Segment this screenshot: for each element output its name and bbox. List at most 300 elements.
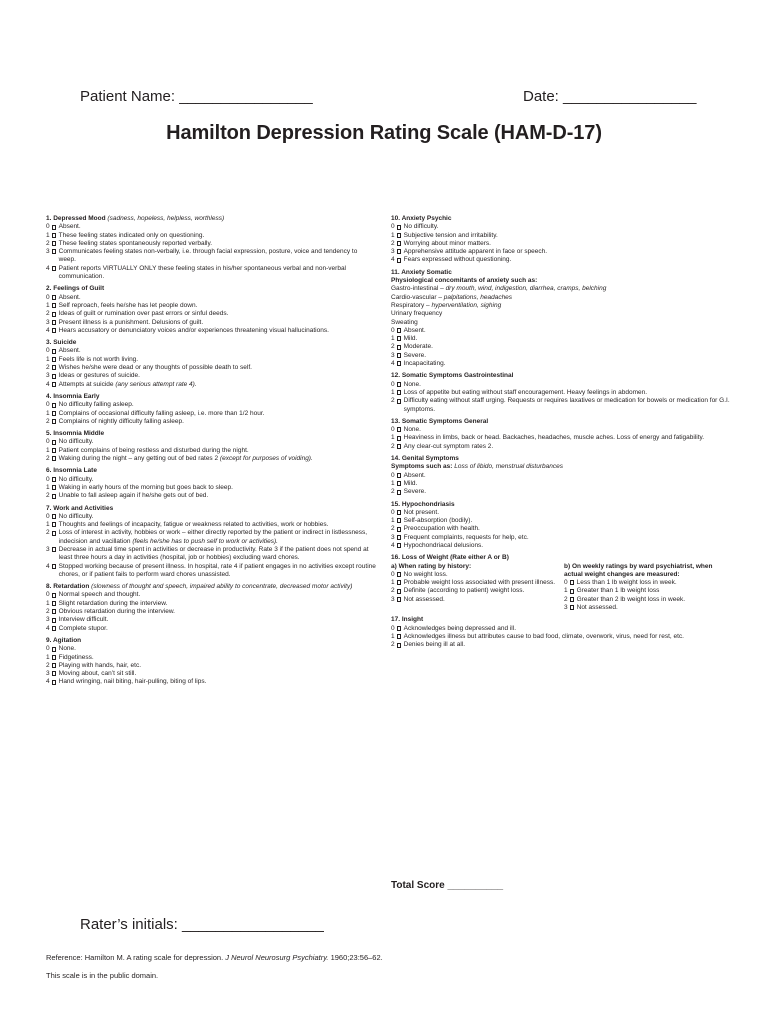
checkbox-icon <box>52 403 56 408</box>
option-score: 0 <box>46 645 50 653</box>
rating-option <box>391 517 731 525</box>
item-title <box>46 467 376 475</box>
option-label: Complains of occasional difficulty falling asleep, i.e. more than 1/2 hour. <box>58 409 265 417</box>
rating-option <box>46 484 376 492</box>
option-label: Not assessed. <box>576 604 618 612</box>
checkbox-icon <box>52 477 56 482</box>
item-title-text: 15. Hypochondriasis <box>391 500 455 508</box>
option-text <box>59 492 376 500</box>
option-note: (except for purposes of voiding). <box>219 455 313 463</box>
option-label: Patient complains of being restless and disturbed during the night. <box>58 446 249 454</box>
checkbox-icon <box>570 589 574 594</box>
option-label: Waking in early hours of the morning but goes back to sleep. <box>58 483 233 491</box>
option-text <box>404 240 731 248</box>
option-text <box>59 513 376 521</box>
option-text <box>59 529 376 546</box>
option-score: 3 <box>391 248 395 256</box>
item-title <box>391 418 731 426</box>
option-text <box>577 596 731 604</box>
option-score: 0 <box>46 475 50 483</box>
option-text <box>59 563 376 580</box>
rating-option <box>46 248 376 265</box>
option-label: Complains of nightly difficulty falling asleep. <box>58 417 184 425</box>
item-title-text: 2. Feelings of Guilt <box>46 285 105 293</box>
option-label: No difficulty. <box>58 438 94 446</box>
patient-name-field: Patient Name: ________________ <box>80 88 313 105</box>
option-label: Greater than 2 lb weight loss in week. <box>576 595 686 603</box>
checkbox-icon <box>52 680 56 685</box>
checkbox-icon <box>397 436 401 441</box>
rating-option <box>564 596 731 604</box>
checkbox-icon <box>397 626 401 631</box>
option-score: 2 <box>391 343 395 351</box>
option-score: 2 <box>564 595 568 603</box>
option-score: 4 <box>46 264 50 272</box>
option-text <box>59 381 376 389</box>
option-label: None. <box>403 380 421 388</box>
checkbox-icon <box>52 531 56 536</box>
checkbox-icon <box>397 241 401 246</box>
rating-option <box>391 625 731 633</box>
item-title-text: 4. Insomnia Early <box>46 392 100 400</box>
option-label: Absent. <box>58 347 81 355</box>
scale-item <box>46 339 376 389</box>
checkbox-icon <box>397 399 401 404</box>
option-score: 2 <box>391 525 395 533</box>
checkbox-icon <box>397 390 401 395</box>
weight-columns <box>391 563 731 613</box>
option-text <box>59 223 376 231</box>
rating-option <box>46 381 376 389</box>
rating-option <box>46 327 376 335</box>
option-text <box>404 472 731 480</box>
weight-option-a <box>391 563 558 613</box>
option-label: Greater than 1 lb weight loss <box>576 587 660 595</box>
insight-options <box>391 625 731 650</box>
item-title-text: 6. Insomnia Late <box>46 467 97 475</box>
option-text <box>59 232 376 240</box>
checkbox-icon <box>52 295 56 300</box>
option-score: 2 <box>46 492 50 500</box>
item-title <box>46 285 376 293</box>
option-label: Absent. <box>58 223 81 231</box>
checkbox-icon <box>397 643 401 648</box>
rating-option <box>391 397 731 414</box>
option-label: Acknowledges illness but attributes cause to bad food, climate, overwork, virus, need for rest, etc. <box>403 632 684 640</box>
option-text <box>404 352 731 360</box>
item-line <box>391 463 731 471</box>
option-text <box>59 447 376 455</box>
checkbox-icon <box>397 258 401 263</box>
rating-option <box>46 591 376 599</box>
item-title-text: 3. Suicide <box>46 339 77 347</box>
option-score: 0 <box>46 401 50 409</box>
option-text <box>59 372 376 380</box>
option-score: 4 <box>391 256 395 264</box>
checkbox-icon <box>570 605 574 610</box>
option-label: Probable weight loss associated with present illness. <box>403 579 556 587</box>
rating-option <box>46 476 376 484</box>
checkbox-icon <box>52 522 56 527</box>
option-text <box>59 302 376 310</box>
rating-option <box>391 488 731 496</box>
checkbox-icon <box>52 593 56 598</box>
item-title <box>46 339 376 347</box>
option-score: 0 <box>46 223 50 231</box>
rating-option <box>46 492 376 500</box>
option-text <box>404 397 731 414</box>
option-text <box>59 476 376 484</box>
item-line-text: Respiratory – <box>391 301 432 309</box>
public-domain-note: This scale is in the public domain. <box>46 971 159 980</box>
option-text <box>404 232 731 240</box>
page-title: Hamilton Depression Rating Scale (HAM-D-17) <box>166 122 602 144</box>
checkbox-icon <box>52 241 56 246</box>
checkbox-icon <box>52 266 56 271</box>
rating-option <box>46 654 376 662</box>
option-label: Unable to fall asleep again if he/she gets out of bed. <box>58 492 209 500</box>
rating-option <box>46 447 376 455</box>
option-score: 1 <box>391 479 395 487</box>
raters-initials: Rater’s initials: _________________ <box>80 916 324 933</box>
option-score: 0 <box>391 471 395 479</box>
scale-item <box>391 372 731 413</box>
checkbox-icon <box>397 634 401 639</box>
option-label: Mild. <box>403 479 418 487</box>
option-score: 1 <box>391 632 395 640</box>
option-text <box>404 443 731 451</box>
scale-item <box>391 269 731 369</box>
option-label: Subjective tension and irritability. <box>403 231 498 239</box>
option-label: Frequent complaints, requests for help, etc. <box>403 533 529 541</box>
checkbox-icon <box>570 580 574 585</box>
option-text <box>59 265 376 282</box>
rating-option <box>391 223 731 231</box>
checkbox-icon <box>52 440 56 445</box>
option-text <box>404 579 558 587</box>
option-text <box>404 360 731 368</box>
option-text <box>59 248 376 265</box>
option-text <box>404 480 731 488</box>
item-line-note: palpitations, headaches <box>443 293 513 301</box>
option-label: Slight retardation during the interview. <box>58 599 168 607</box>
item-line-text: Sweating <box>391 318 418 326</box>
option-label: No difficulty. <box>58 475 94 483</box>
option-text <box>59 591 376 599</box>
option-score: 2 <box>391 488 395 496</box>
option-label: Attempts at suicide <box>58 380 114 388</box>
item-title-text: 14. Genital Symptoms <box>391 455 459 463</box>
rating-option <box>391 480 731 488</box>
checkbox-icon <box>52 456 56 461</box>
item-line-text: Physiological concomitants of anxiety such as: <box>391 277 538 285</box>
checkbox-icon <box>397 233 401 238</box>
item-line-note: hyperventilation, sighing <box>431 301 502 309</box>
rating-option <box>46 438 376 446</box>
option-score: 3 <box>564 604 568 612</box>
option-label: Playing with hands, hair, etc. <box>58 661 142 669</box>
option-score: 0 <box>391 223 395 231</box>
rating-option <box>46 608 376 616</box>
option-text <box>404 596 558 604</box>
option-score: 2 <box>391 239 395 247</box>
item-description: (slowness of thought and speech, impaired ability to concentrate, decreased motor activity) <box>91 583 353 591</box>
rating-option <box>46 294 376 302</box>
option-label: Ideas or gestures of suicide. <box>58 372 140 380</box>
rating-option <box>46 310 376 318</box>
checkbox-icon <box>397 473 401 478</box>
item-title <box>46 215 376 223</box>
rating-option <box>46 662 376 670</box>
rating-option <box>391 525 731 533</box>
option-label: Self-absorption (bodily). <box>403 517 473 525</box>
item-title-text: 1. Depressed Mood <box>46 215 106 222</box>
option-score: 0 <box>391 570 395 578</box>
item-title <box>391 455 731 463</box>
item-line-text: Gastro-intestinal – <box>391 285 446 293</box>
checkbox-icon <box>397 510 401 515</box>
scale-item <box>46 467 376 500</box>
option-score: 0 <box>46 347 50 355</box>
item-line-text: Urinary frequency <box>391 310 443 318</box>
item-title <box>391 215 731 223</box>
option-score: 1 <box>46 409 50 417</box>
option-text <box>404 426 731 434</box>
option-score: 3 <box>391 533 395 541</box>
item-title <box>46 583 376 591</box>
option-score: 1 <box>46 521 50 529</box>
option-score: 2 <box>46 455 50 463</box>
rating-option <box>46 364 376 372</box>
rating-option <box>564 579 731 587</box>
checkbox-icon <box>52 349 56 354</box>
option-text <box>59 600 376 608</box>
checkbox-icon <box>397 328 401 333</box>
item-title <box>46 505 376 513</box>
item-title-text: 7. Work and Activities <box>46 504 114 512</box>
option-label: Wishes he/she were dead or any thoughts of possible death to self. <box>58 364 252 372</box>
option-text <box>577 604 731 612</box>
checkbox-icon <box>397 543 401 548</box>
item-title-text: 9. Agitation <box>46 636 82 644</box>
option-label: Not present. <box>403 508 440 516</box>
item-title-text: 12. Somatic Symptoms Gastrointestinal <box>391 372 514 380</box>
scale-item <box>46 637 376 687</box>
item-title <box>391 372 731 380</box>
option-text <box>59 347 376 355</box>
insight-title: 17. Insight <box>391 616 424 624</box>
option-text <box>59 608 376 616</box>
option-score: 1 <box>391 335 395 343</box>
checkbox-icon <box>397 572 401 577</box>
rating-option <box>46 529 376 546</box>
rating-option <box>391 571 558 579</box>
option-label: Definite (according to patient) weight loss. <box>403 587 525 595</box>
option-score: 3 <box>46 248 50 256</box>
option-label: Obvious retardation during the interview. <box>58 608 175 616</box>
option-score: 1 <box>391 434 395 442</box>
option-text <box>59 625 376 633</box>
option-text <box>404 571 558 579</box>
option-score: 4 <box>46 326 50 334</box>
option-score: 2 <box>46 310 50 318</box>
option-label: Complete stupor. <box>58 624 108 632</box>
option-score: 1 <box>46 446 50 454</box>
checkbox-icon <box>52 494 56 499</box>
item-title-text: 11. Anxiety Somatic <box>391 268 452 276</box>
rating-option <box>46 678 376 686</box>
option-score: 1 <box>46 653 50 661</box>
rating-option <box>46 600 376 608</box>
option-score: 0 <box>391 508 395 516</box>
item-line-note: Loss of libido, menstrual disturbances <box>454 463 563 471</box>
option-score: 3 <box>46 616 50 624</box>
rating-option <box>391 327 731 335</box>
option-label: Present illness is a punishment. Delusions of guilt. <box>58 318 204 326</box>
option-label: Any clear-cut symptom rates 2. <box>403 442 494 450</box>
checkbox-icon <box>52 601 56 606</box>
item-line <box>391 285 731 293</box>
reference <box>46 953 383 962</box>
rating-option <box>391 542 731 550</box>
rating-option <box>391 335 731 343</box>
option-text <box>59 546 376 563</box>
checkbox-icon <box>52 328 56 333</box>
option-text <box>59 327 376 335</box>
reference-text: Reference: Hamilton M. A rating scale for depression. <box>46 953 226 962</box>
checkbox-icon <box>52 663 56 668</box>
item-title-text: 13. Somatic Symptoms General <box>391 417 489 425</box>
rating-option <box>46 418 376 426</box>
item-title-text: 8. Retardation <box>46 583 90 591</box>
option-text <box>59 521 376 529</box>
rating-option <box>46 223 376 231</box>
rating-option <box>391 381 731 389</box>
insight-section <box>391 616 731 649</box>
option-text <box>59 616 376 624</box>
option-score: 4 <box>391 541 395 549</box>
option-label: Fidgetiness. <box>58 653 94 661</box>
option-score: 2 <box>46 239 50 247</box>
option-label: Difficulty eating without staff urging. Requests or requires laxatives or medication for bowels or medication for G.I. symptoms. <box>403 397 730 413</box>
option-label: Thoughts and feelings of incapacity, fatigue or weakness related to activities, work or hobbies. <box>58 521 329 529</box>
option-label: Communicates feeling states non-verbally, i.e. through facial expression, posture, voice and tendency to weep. <box>58 248 358 264</box>
option-label: Incapacitating. <box>403 360 446 368</box>
option-text <box>404 542 731 550</box>
checkbox-icon <box>397 481 401 486</box>
scale-item <box>391 455 731 496</box>
option-label: Waking during the night – any getting out of bed rates 2 <box>58 455 219 463</box>
scale-item <box>46 430 376 463</box>
checkbox-icon <box>52 312 56 317</box>
rating-option <box>391 443 731 451</box>
rating-option <box>46 546 376 563</box>
option-score: 0 <box>391 426 395 434</box>
option-score: 1 <box>46 301 50 309</box>
option-text <box>577 587 731 595</box>
option-score: 1 <box>391 388 395 396</box>
weight-option-b <box>564 563 731 613</box>
checkbox-icon <box>52 485 56 490</box>
rating-option <box>46 302 376 310</box>
option-label: Apprehensive attitude apparent in face or speech. <box>403 248 548 256</box>
option-label: Moderate. <box>403 343 433 351</box>
option-label: Fears expressed without questioning. <box>403 256 512 264</box>
rating-option <box>391 343 731 351</box>
weight-b-heading: b) On weekly ratings by ward psychiatrist, when actual weight changes are measured: <box>564 562 713 578</box>
option-text <box>404 223 731 231</box>
option-score: 2 <box>46 529 50 537</box>
rating-option <box>46 670 376 678</box>
rating-option <box>391 596 558 604</box>
option-text <box>404 381 731 389</box>
checkbox-icon <box>397 353 401 358</box>
option-text <box>577 579 731 587</box>
option-score: 0 <box>391 380 395 388</box>
checkbox-icon <box>397 597 401 602</box>
checkbox-icon <box>52 419 56 424</box>
option-label: Ideas of guilt or rumination over past errors or sinful deeds. <box>58 310 229 318</box>
rating-option <box>391 641 731 649</box>
rating-option <box>391 472 731 480</box>
checkbox-icon <box>52 626 56 631</box>
option-label: Severe. <box>403 351 427 359</box>
rating-option <box>46 521 376 529</box>
option-label: Feels life is not worth living. <box>58 355 139 363</box>
option-text <box>59 670 376 678</box>
checkbox-icon <box>52 609 56 614</box>
rating-option <box>391 232 731 240</box>
checkbox-icon <box>397 527 401 532</box>
rating-option <box>46 232 376 240</box>
option-text <box>404 625 731 633</box>
right-column <box>391 215 731 654</box>
rating-option <box>391 352 731 360</box>
checkbox-icon <box>52 448 56 453</box>
right-sections <box>391 215 731 550</box>
checkbox-icon <box>397 490 401 495</box>
option-score: 4 <box>46 624 50 632</box>
item-title-text: 5. Insomnia Middle <box>46 430 105 438</box>
option-label: Hand wringing, nail biting, hair-pulling, biting of lips. <box>58 678 207 686</box>
scale-item <box>391 418 731 451</box>
checkbox-icon <box>52 618 56 623</box>
option-label: None. <box>403 426 421 434</box>
item-line-text: Symptoms such as: <box>391 463 455 471</box>
left-column <box>46 215 376 691</box>
option-label: Normal speech and thought. <box>58 591 141 599</box>
option-score: 0 <box>564 579 568 587</box>
option-score: 1 <box>391 579 395 587</box>
option-score: 2 <box>391 442 395 450</box>
checkbox-icon <box>52 411 56 416</box>
option-label: Loss of interest in activity, hobbies or work – either directly reported by the patient or indirect in listlessness, indecision and vacillation <box>58 529 368 545</box>
option-score: 1 <box>46 599 50 607</box>
checkbox-icon <box>52 547 56 552</box>
checkbox-icon <box>52 357 56 362</box>
option-label: Worrying about minor matters. <box>403 239 491 247</box>
checkbox-icon <box>397 336 401 341</box>
option-text <box>404 509 731 517</box>
weight-a-options <box>391 571 558 604</box>
option-score: 2 <box>46 608 50 616</box>
rating-option <box>46 372 376 380</box>
option-text <box>59 319 376 327</box>
option-label: Acknowledges being depressed and ill. <box>403 624 517 632</box>
checkbox-icon <box>52 647 56 652</box>
checkbox-icon <box>52 655 56 660</box>
date-field: Date: ________________ <box>523 88 697 105</box>
